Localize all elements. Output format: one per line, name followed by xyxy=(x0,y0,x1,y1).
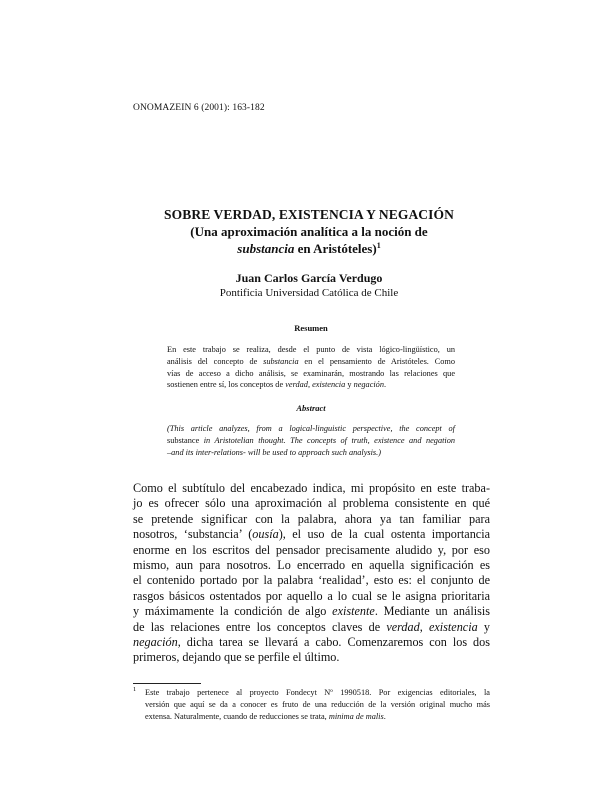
resumen-italic-term: verdad xyxy=(285,380,308,390)
body-line: Como el subtítulo del encabezado indica, mi propósito en este traba- xyxy=(133,481,490,495)
body-italic-term: negación xyxy=(133,634,178,649)
resumen-line: vías de acceso a dicho análisis, se examinarán, mostrando las relaciones que xyxy=(167,368,455,378)
resumen-fragment: análisis del concepto de xyxy=(167,356,264,366)
body-line: se pretende significar con la palabra, ahora ya tan familiar para xyxy=(133,511,490,526)
footnote-line: versión que aquí se da a conocer es fruto de una reducción de la versión original mucho más xyxy=(145,699,490,709)
resumen-line xyxy=(167,379,455,391)
abstract-fragment: in Aristotelian thought. The concepts of truth, existence and negation xyxy=(199,435,455,445)
resumen-fragment: en el pensamiento de Aristóteles. Como xyxy=(298,356,455,366)
author-affiliation: Pontificia Universidad Católica de Chile xyxy=(219,287,399,299)
body-italic-term: verdad xyxy=(386,619,420,634)
body-fragment: de las relaciones entre los conceptos claves de xyxy=(133,619,387,634)
resumen-fragment: sostienen entre sí, los conceptos de xyxy=(167,380,286,390)
resumen-line xyxy=(167,356,455,368)
footnote-fragment: . xyxy=(383,711,386,721)
resumen-fragment: . xyxy=(383,380,387,390)
author-name: Juan Carlos García Verdugo xyxy=(235,271,383,285)
body-line xyxy=(133,604,490,619)
resumen-line: En este trabajo se realiza, desde el punto de vista lógico-lingüístico, un xyxy=(167,345,455,354)
body-line: mismo, aun para nosotros. Lo encerrado en aquella significación es xyxy=(133,557,490,572)
footnote-line: Este trabajo pertenece al proyecto Fondecyt Nº 1990518. Por exigencias editoriales, la xyxy=(145,688,490,697)
running-header: ONOMAZEIN 6 (2001): 163-182 xyxy=(133,103,265,113)
abstract-line: –and its inter-relations- will be used to approach such analysis.) xyxy=(167,447,382,457)
body-fragment: y máximamente la condición de algo xyxy=(133,604,333,619)
title-italic-term: substancia xyxy=(237,241,295,256)
body-line: el contenido portado por la palabra ‘realidad’, esto es: el conjunto de xyxy=(133,573,490,588)
abstract-heading: Abstract xyxy=(296,403,326,413)
body-fragment: . Mediante un análisis xyxy=(374,604,490,619)
resumen-italic-term: existencia xyxy=(312,380,346,390)
body-fragment: nosotros, ‘substancia’ ( xyxy=(133,527,253,542)
body-fragment: , dicha tarea se llevará a cabo. Comenzaremos con los dos xyxy=(177,634,490,649)
abstract-line: (This article analyzes, from a logical-linguistic perspective, the concept of xyxy=(167,424,455,433)
body-paragraph xyxy=(133,481,490,666)
abstract-text xyxy=(167,423,455,458)
footnote xyxy=(145,687,490,722)
resumen-italic-term: negación xyxy=(353,380,384,390)
resumen-fragment: , xyxy=(307,380,313,390)
body-fragment: y xyxy=(477,619,490,634)
abstract-line xyxy=(167,435,455,447)
resumen-heading: Resumen xyxy=(294,323,328,333)
footnote-line xyxy=(145,711,490,723)
body-line: primeros, dejando que se perfile el último. xyxy=(133,650,340,665)
title-line: SOBRE VERDAD, EXISTENCIA Y NEGACIÓN xyxy=(164,207,454,222)
resumen-text xyxy=(167,344,455,391)
body-line: enorme en los escritos del pensador precisamente aludido y, por eso xyxy=(133,542,490,557)
body-line xyxy=(133,635,490,650)
body-italic-term: existente xyxy=(332,604,375,619)
body-italic-term: ousía xyxy=(252,527,279,542)
footnote-italic-term: minima de malis xyxy=(328,711,384,721)
subtitle-line xyxy=(133,240,485,257)
footnote-fragment: extensa. Naturalmente, cuando de reducciones se trata, xyxy=(145,711,329,721)
body-fragment: , xyxy=(419,619,429,634)
body-italic-term: existencia xyxy=(428,619,478,634)
body-line: jo es ofrecer sólo una aproximación al problema consistente en qué xyxy=(133,496,490,511)
body-line xyxy=(133,620,490,635)
body-fragment: ), el uso de la cual ostenta importancia xyxy=(278,527,491,542)
body-line: rasgos básicos ostentados por aquello a lo cual se le asigna prioritaria xyxy=(133,588,490,603)
resumen-italic-term: substancia xyxy=(263,356,299,366)
abstract-fragment: substance xyxy=(167,435,200,445)
body-line xyxy=(133,527,490,542)
footnote-number: 1 xyxy=(133,686,137,693)
title-text: en Aristóteles) xyxy=(294,241,377,256)
footnote-divider xyxy=(133,683,201,684)
subtitle-line: (Una aproximación analítica a la noción de xyxy=(190,224,428,239)
resumen-fragment: y xyxy=(345,380,354,390)
author-block xyxy=(133,270,485,301)
article-title xyxy=(133,206,485,257)
title-footnote-mark: 1 xyxy=(376,241,381,250)
